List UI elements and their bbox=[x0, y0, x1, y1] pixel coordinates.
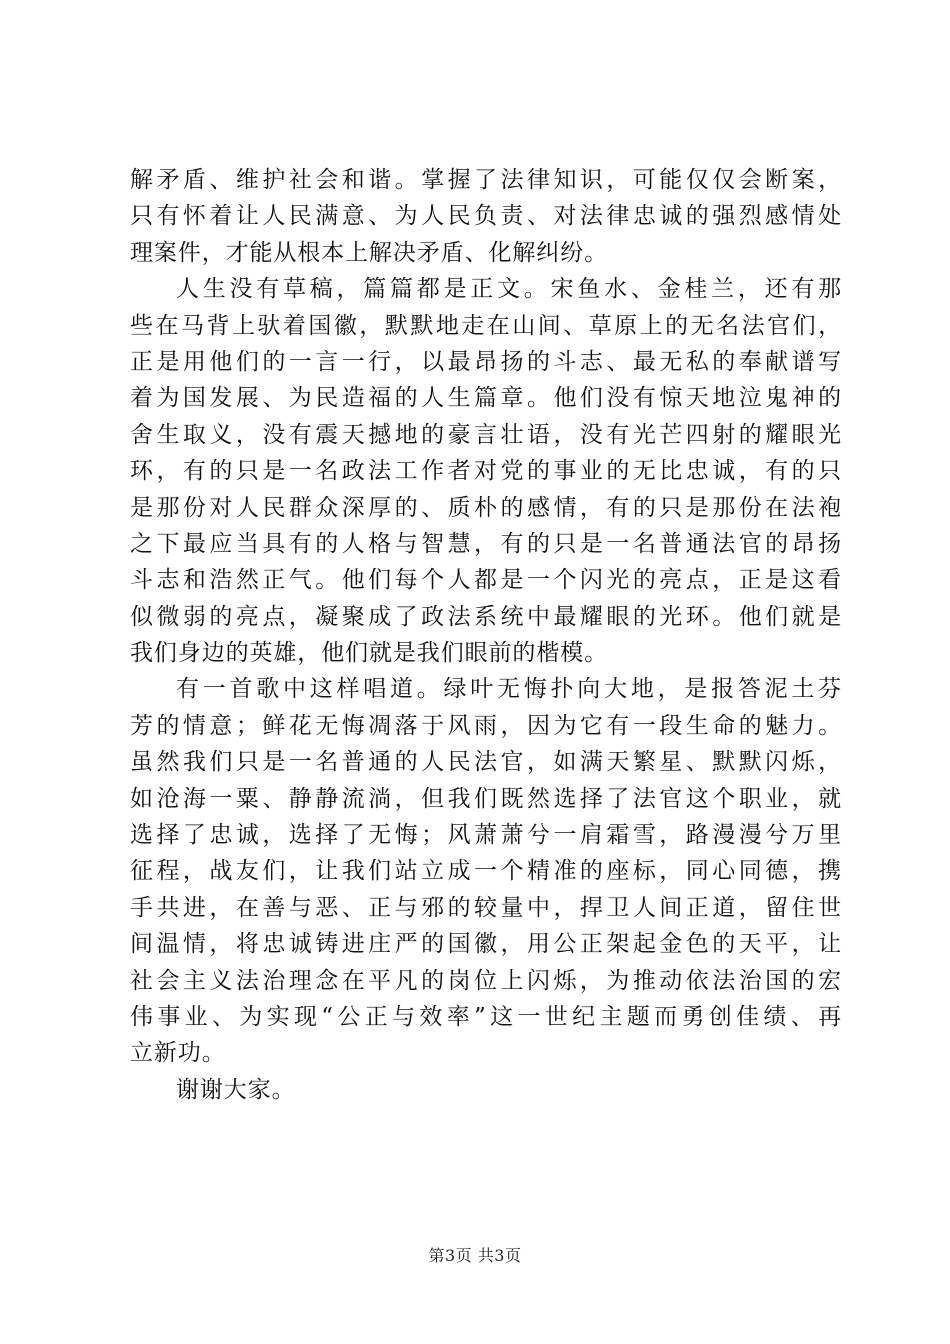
text-line: 选择了忠诚，选择了无悔；风萧萧兮一肩霜雪，路漫漫兮万里 bbox=[130, 822, 842, 849]
text-line: 之下最应当具有的人格与智慧，有的只是一名普通法官的昂扬 bbox=[130, 530, 842, 557]
text-line: 似微弱的亮点，凝聚成了政法系统中最耀眼的光环。他们就是 bbox=[130, 603, 842, 630]
text-line: 环，有的只是一名政法工作者对党的事业的无比忠诚，有的只 bbox=[130, 458, 842, 485]
text-line: 征程，战友们，让我们站立成一个精准的座标，同心同德，携 bbox=[130, 858, 842, 885]
text-line: 伟事业、为实现“公正与效率”这一世纪主题而勇创佳绩、再 bbox=[130, 1003, 842, 1030]
text-line: 手共进，在善与恶、正与邪的较量中，捍卫人间正道，留住世 bbox=[130, 894, 842, 921]
text-line: 理案件，才能从根本上解决矛盾、化解纠纷。 bbox=[130, 239, 608, 266]
closing-line: 谢谢大家。 bbox=[176, 1076, 296, 1103]
text-line: 斗志和浩然正气。他们每个人都是一个闪光的亮点，正是这看 bbox=[130, 567, 842, 594]
page-footer: 第3页 共3页 bbox=[428, 1246, 522, 1265]
paragraph-first-line: 人生没有草稿，篇篇都是正文。宋鱼水、金桂兰，还有那 bbox=[176, 276, 842, 303]
text-line: 芳的情意；鲜花无悔凋落于风雨，因为它有一段生命的魅力。 bbox=[130, 712, 842, 739]
text-line: 社会主义法治理念在平凡的岗位上闪烁，为推动依法治国的宏 bbox=[130, 967, 842, 994]
text-line: 正是用他们的一言一行，以最昂扬的斗志、最无私的奉献谱写 bbox=[130, 348, 842, 375]
text-line: 些在马背上驮着国徽，默默地走在山间、草原上的无名法官们， bbox=[130, 312, 842, 339]
paragraph-first-line: 有一首歌中这样唱道。绿叶无悔扑向大地，是报答泥土芬 bbox=[176, 676, 842, 703]
text-line: 只有怀着让人民满意、为人民负责、对法律忠诚的强烈感情处 bbox=[130, 203, 842, 230]
text-line: 是那份对人民群众深厚的、质朴的感情，有的只是那份在法袍 bbox=[130, 494, 842, 521]
text-line: 舍生取义，没有震天撼地的豪言壮语，没有光芒四射的耀眼光 bbox=[130, 421, 842, 448]
text-line: 虽然我们只是一名普通的人民法官，如满天繁星、默默闪烁， bbox=[130, 749, 842, 776]
text-line: 如沧海一粟、静静流淌，但我们既然选择了法官这个职业，就 bbox=[130, 785, 842, 812]
document-body bbox=[130, 162, 842, 1108]
text-line: 我们身边的英雄，他们就是我们眼前的楷模。 bbox=[130, 640, 608, 667]
text-line: 立新功。 bbox=[130, 1040, 226, 1067]
text-line: 解矛盾、维护社会和谐。掌握了法律知识，可能仅仅会断案， bbox=[130, 167, 842, 193]
text-line: 间温情，将忠诚铸进庄严的国徽，用公正架起金色的天平，让 bbox=[130, 931, 842, 958]
text-line: 着为国发展、为民造福的人生篇章。他们没有惊天地泣鬼神的 bbox=[130, 385, 842, 412]
